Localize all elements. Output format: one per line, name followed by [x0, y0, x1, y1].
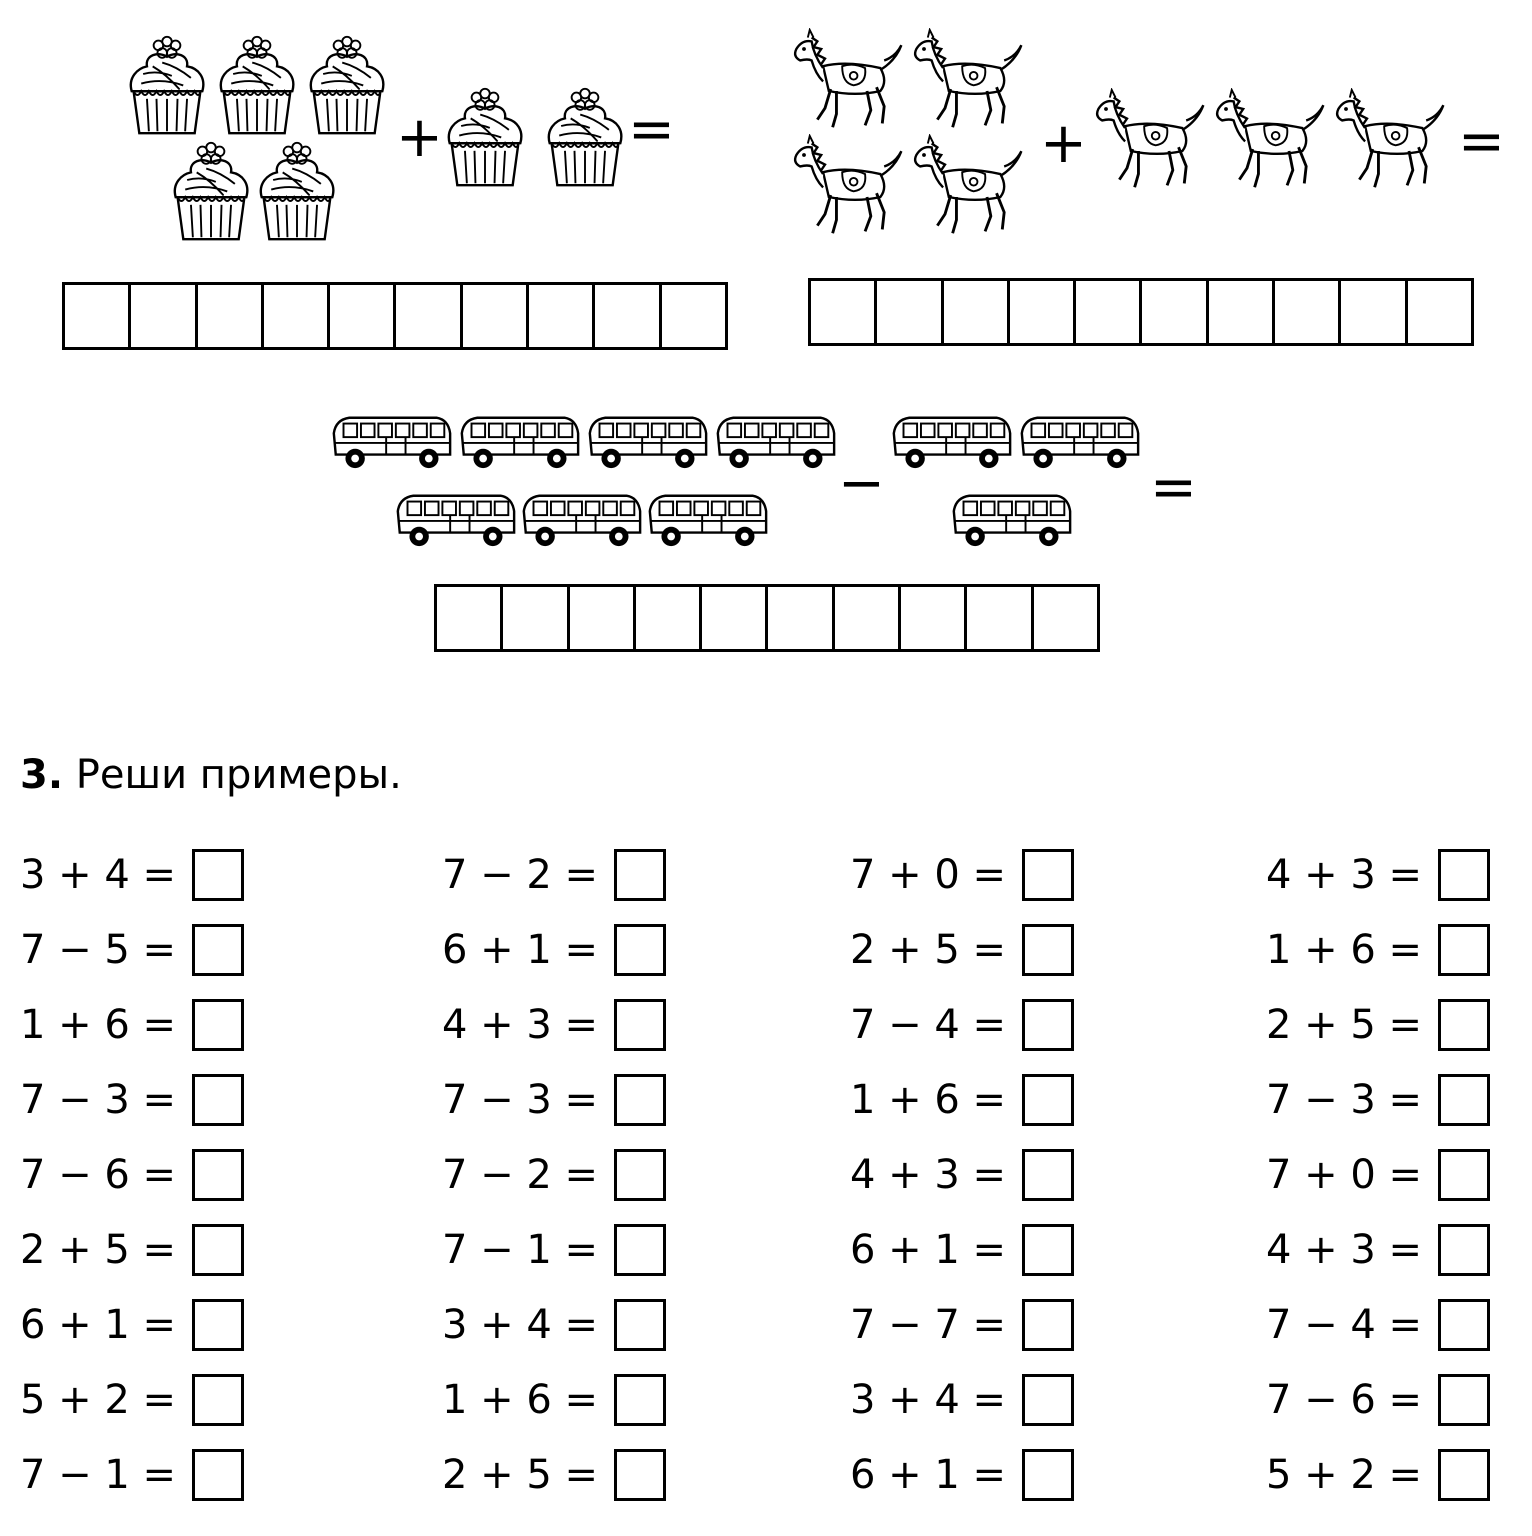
- answer-cell[interactable]: [662, 285, 725, 347]
- answer-cell[interactable]: [877, 281, 943, 343]
- equation-row: [850, 996, 1074, 1054]
- answer-box[interactable]: [192, 849, 244, 901]
- equation-row: [1266, 846, 1490, 904]
- bus-icon: [518, 486, 644, 552]
- answer-cell[interactable]: [570, 587, 636, 649]
- bus-icon: [328, 408, 454, 474]
- equation-text: 7 − 3 =: [20, 1077, 177, 1123]
- equation-row: [442, 1446, 666, 1504]
- answer-cell[interactable]: [65, 285, 131, 347]
- horse-icon: [1328, 88, 1448, 193]
- answer-cell[interactable]: [437, 587, 503, 649]
- answer-cell[interactable]: [1142, 281, 1208, 343]
- equation-row: [442, 996, 666, 1054]
- answer-box[interactable]: [1022, 999, 1074, 1051]
- answer-cell[interactable]: [768, 587, 834, 649]
- answer-cell[interactable]: [131, 285, 197, 347]
- answer-cell[interactable]: [1209, 281, 1275, 343]
- equation-row: [850, 921, 1074, 979]
- answer-box[interactable]: [1438, 999, 1490, 1051]
- equation-row: [850, 1371, 1074, 1429]
- equation-row: [20, 1371, 244, 1429]
- bus-icon: [712, 408, 838, 474]
- equation-text: 2 + 5 =: [850, 927, 1007, 973]
- equation-row: [20, 1296, 244, 1354]
- answer-box[interactable]: [1438, 1224, 1490, 1276]
- answer-cell[interactable]: [1076, 281, 1142, 343]
- answer-box[interactable]: [192, 1299, 244, 1351]
- equals-sign: =: [1150, 455, 1197, 520]
- equation-text: 4 + 3 =: [1266, 1227, 1423, 1273]
- answer-cell[interactable]: [967, 587, 1033, 649]
- equation-row: [20, 846, 244, 904]
- equation-row: [20, 1221, 244, 1279]
- equation-text: 5 + 2 =: [1266, 1452, 1423, 1498]
- equation-row: [1266, 1296, 1490, 1354]
- answer-box[interactable]: [192, 1149, 244, 1201]
- equation-row: [20, 996, 244, 1054]
- answer-cell[interactable]: [1341, 281, 1407, 343]
- equation-text: 7 − 4 =: [850, 1002, 1007, 1048]
- answer-cell[interactable]: [1275, 281, 1341, 343]
- answer-box[interactable]: [614, 924, 666, 976]
- equation-text: 1 + 6 =: [442, 1377, 599, 1423]
- equation-text: 3 + 4 =: [850, 1377, 1007, 1423]
- bus-icon: [888, 408, 1014, 474]
- equation-text: 7 + 0 =: [850, 852, 1007, 898]
- equation-text: 3 + 4 =: [20, 852, 177, 898]
- answer-box[interactable]: [1022, 1149, 1074, 1201]
- minus-sign: −: [838, 451, 885, 516]
- answer-box[interactable]: [192, 1449, 244, 1501]
- cupcake-icon: [252, 138, 342, 243]
- equation-text: 7 − 5 =: [20, 927, 177, 973]
- bus-icon: [1016, 408, 1142, 474]
- equation-row: [442, 1146, 666, 1204]
- equation-row: [1266, 1071, 1490, 1129]
- answer-strip-cupcakes: [62, 282, 728, 350]
- equation-row: [442, 846, 666, 904]
- answer-box[interactable]: [614, 1299, 666, 1351]
- equation-row: [850, 1446, 1074, 1504]
- cupcake-icon: [540, 84, 630, 189]
- equation-row: [1266, 1221, 1490, 1279]
- answer-cell[interactable]: [901, 587, 967, 649]
- answer-cell[interactable]: [1034, 587, 1097, 649]
- equation-text: 4 + 3 =: [850, 1152, 1007, 1198]
- answer-cell[interactable]: [264, 285, 330, 347]
- answer-box[interactable]: [192, 924, 244, 976]
- answer-cell[interactable]: [835, 587, 901, 649]
- equation-row: [1266, 996, 1490, 1054]
- equation-row: [20, 921, 244, 979]
- bus-icon: [392, 486, 518, 552]
- answer-box[interactable]: [614, 1074, 666, 1126]
- equation-text: 6 + 1 =: [850, 1452, 1007, 1498]
- answer-box[interactable]: [1438, 1299, 1490, 1351]
- answer-box[interactable]: [1022, 1374, 1074, 1426]
- equation-text: 1 + 6 =: [20, 1002, 177, 1048]
- equation-row: [850, 846, 1074, 904]
- equation-row: [850, 1296, 1074, 1354]
- bus-icon: [584, 408, 710, 474]
- equation-text: 7 − 6 =: [1266, 1377, 1423, 1423]
- equation-row: [20, 1446, 244, 1504]
- answer-box[interactable]: [614, 1374, 666, 1426]
- equals-sign: =: [628, 97, 675, 162]
- plus-sign: +: [396, 105, 443, 170]
- equation-text: 7 − 2 =: [442, 852, 599, 898]
- equation-row: [850, 1071, 1074, 1129]
- equation-text: 7 − 1 =: [442, 1227, 599, 1273]
- equation-text: 7 − 1 =: [20, 1452, 177, 1498]
- equation-row: [850, 1146, 1074, 1204]
- answer-box[interactable]: [1022, 1449, 1074, 1501]
- answer-box[interactable]: [1438, 1449, 1490, 1501]
- horse-icon: [786, 28, 906, 133]
- answer-box[interactable]: [1438, 1074, 1490, 1126]
- equation-row: [442, 921, 666, 979]
- equation-text: 7 + 0 =: [1266, 1152, 1423, 1198]
- equation-text: 5 + 2 =: [20, 1377, 177, 1423]
- equation-text: 7 − 6 =: [20, 1152, 177, 1198]
- answer-box[interactable]: [1022, 924, 1074, 976]
- answer-box[interactable]: [614, 999, 666, 1051]
- equation-text: 6 + 1 =: [442, 927, 599, 973]
- equation-row: [442, 1221, 666, 1279]
- answer-box[interactable]: [1022, 1224, 1074, 1276]
- equation-row: [442, 1371, 666, 1429]
- answer-box[interactable]: [192, 1074, 244, 1126]
- horse-icon: [1088, 88, 1208, 193]
- answer-box[interactable]: [192, 1224, 244, 1276]
- answer-box[interactable]: [1438, 1374, 1490, 1426]
- equation-row: [20, 1146, 244, 1204]
- equation-text: 7 − 7 =: [850, 1302, 1007, 1348]
- horse-icon: [906, 28, 1026, 133]
- task-title: [20, 752, 402, 798]
- answer-cell[interactable]: [503, 587, 569, 649]
- answer-strip-buses: [434, 584, 1100, 652]
- equation-text: 6 + 1 =: [20, 1302, 177, 1348]
- equation-text: 7 − 2 =: [442, 1152, 599, 1198]
- plus-sign: +: [1040, 111, 1087, 176]
- answer-cell[interactable]: [944, 281, 1010, 343]
- answer-cell[interactable]: [529, 285, 595, 347]
- bus-icon: [456, 408, 582, 474]
- answer-cell[interactable]: [811, 281, 877, 343]
- answer-box[interactable]: [1022, 849, 1074, 901]
- equation-text: 6 + 1 =: [850, 1227, 1007, 1273]
- equation-text: 1 + 6 =: [1266, 927, 1423, 973]
- equation-text: 7 − 3 =: [1266, 1077, 1423, 1123]
- answer-cell[interactable]: [330, 285, 396, 347]
- equation-text: 7 − 3 =: [442, 1077, 599, 1123]
- answer-strip-horses: [808, 278, 1474, 346]
- horse-icon: [1208, 88, 1328, 193]
- answer-cell[interactable]: [636, 587, 702, 649]
- answer-cell[interactable]: [463, 285, 529, 347]
- equation-row: [1266, 1446, 1490, 1504]
- equation-row: [20, 1071, 244, 1129]
- answer-box[interactable]: [1438, 924, 1490, 976]
- cupcake-icon: [166, 138, 256, 243]
- equation-text: 4 + 3 =: [442, 1002, 599, 1048]
- cupcake-icon: [302, 32, 392, 137]
- cupcake-icon: [212, 32, 302, 137]
- answer-cell[interactable]: [595, 285, 661, 347]
- equation-text: 4 + 3 =: [1266, 852, 1423, 898]
- equation-row: [442, 1071, 666, 1129]
- answer-box[interactable]: [614, 849, 666, 901]
- answer-cell[interactable]: [198, 285, 264, 347]
- equation-row: [850, 1221, 1074, 1279]
- answer-box[interactable]: [1022, 1299, 1074, 1351]
- equation-row: [1266, 1146, 1490, 1204]
- cupcake-icon: [122, 32, 212, 137]
- cupcake-icon: [440, 84, 530, 189]
- answer-box[interactable]: [614, 1149, 666, 1201]
- equation-text: 2 + 5 =: [442, 1452, 599, 1498]
- answer-box[interactable]: [1438, 849, 1490, 901]
- answer-cell[interactable]: [702, 587, 768, 649]
- answer-box[interactable]: [614, 1449, 666, 1501]
- bus-icon: [948, 486, 1074, 552]
- horse-icon: [906, 134, 1026, 239]
- task-text: Реши примеры.: [75, 752, 402, 798]
- bus-icon: [644, 486, 770, 552]
- answer-box[interactable]: [1022, 1074, 1074, 1126]
- answer-cell[interactable]: [1408, 281, 1471, 343]
- answer-box[interactable]: [614, 1224, 666, 1276]
- answer-cell[interactable]: [396, 285, 462, 347]
- equation-text: 1 + 6 =: [850, 1077, 1007, 1123]
- answer-box[interactable]: [192, 1374, 244, 1426]
- equation-row: [442, 1296, 666, 1354]
- horse-icon: [786, 134, 906, 239]
- equals-sign: =: [1458, 109, 1505, 174]
- task-number: 3.: [20, 752, 64, 798]
- equation-row: [1266, 1371, 1490, 1429]
- equation-text: 2 + 5 =: [20, 1227, 177, 1273]
- equation-row: [1266, 921, 1490, 979]
- answer-box[interactable]: [192, 999, 244, 1051]
- equation-text: 2 + 5 =: [1266, 1002, 1423, 1048]
- answer-box[interactable]: [1438, 1149, 1490, 1201]
- answer-cell[interactable]: [1010, 281, 1076, 343]
- equation-text: 3 + 4 =: [442, 1302, 599, 1348]
- equation-text: 7 − 4 =: [1266, 1302, 1423, 1348]
